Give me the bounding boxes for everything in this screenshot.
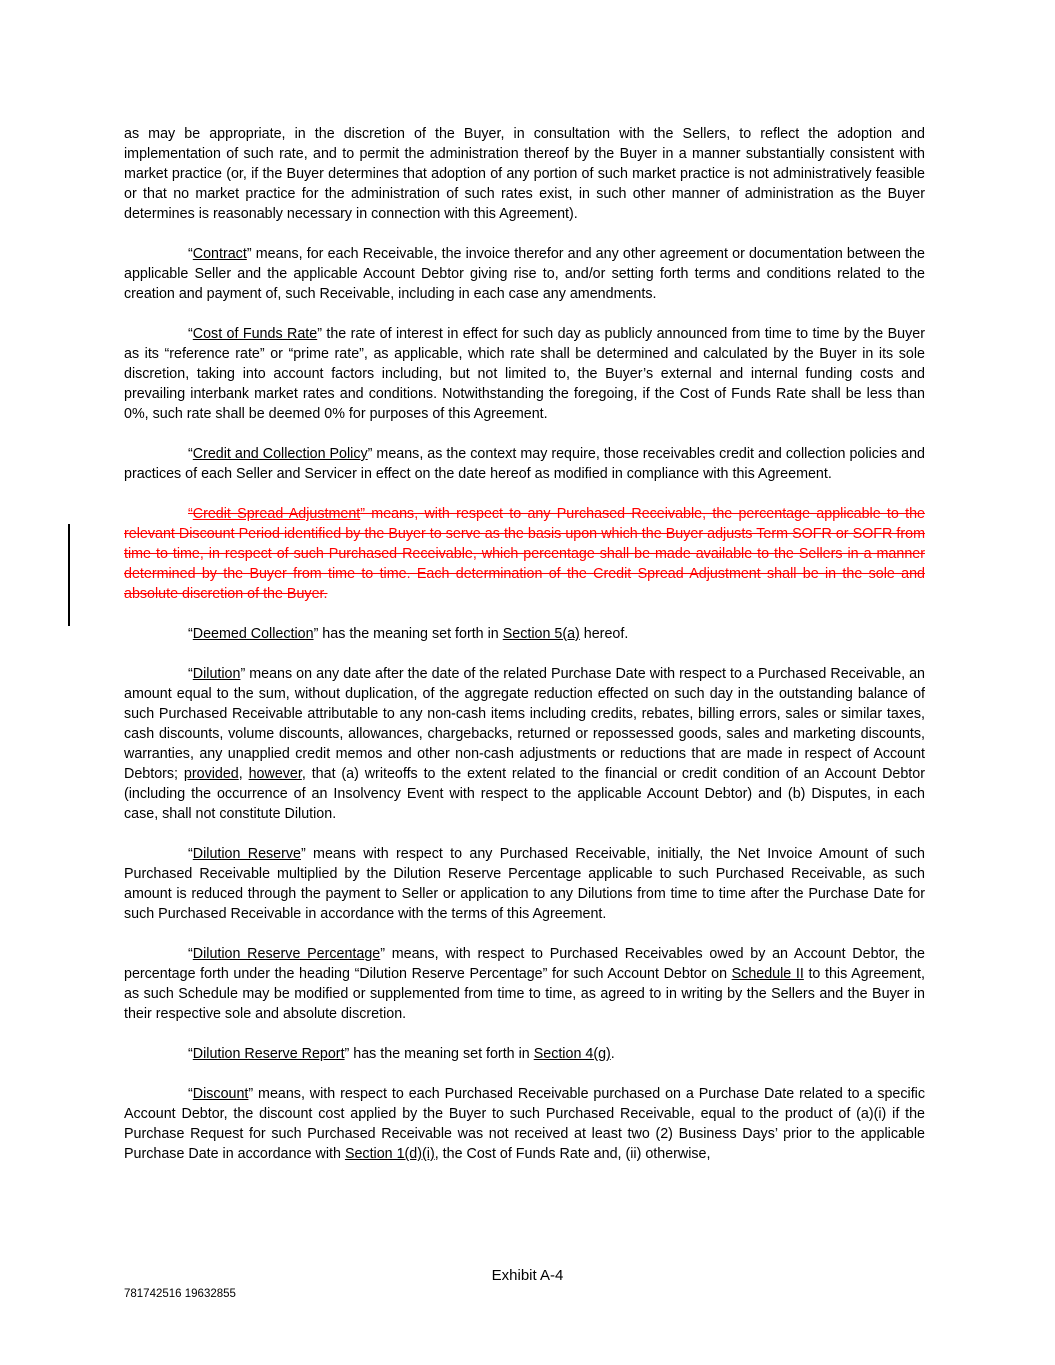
- defined-term: Dilution: [192, 666, 241, 682]
- defined-term: Cost of Funds Rate: [192, 326, 318, 342]
- defined-term: Deemed Collection: [192, 626, 314, 642]
- definition-credit-spread-adjustment-deleted: [124, 504, 925, 604]
- definition-text: means, with respect to any Purchased Receivable, the percentage applicable to the relevant Discount Period identified by the Buyer to serve as the basis upon which the Buyer adjusts Term SOFR or SOFR from time to time, in respect of such Purchased Receivable, which percentage shall be made available to the Sellers in a manner determined by the Buyer from time to time. Each determination of the Credit Spread Adjustment shall be in the sole and absolute discretion of the Buyer.: [124, 506, 925, 602]
- open-quote: “: [188, 506, 193, 522]
- intro-paragraph: as may be appropriate, in the discretion of the Buyer, in consultation with the Sellers, to reflect the adoption and implementation of such rate, and to permit the administration thereof by the Buyer in a manner substantially consistent with market practice (or, if the Buyer determines that adoption of any portion of such market practice is not administratively feasible or that no market practice for the administration of such rates exist, in such other manner of administration as the Buyer determines is reasonably necessary in connection with this Agreement).: [124, 126, 925, 222]
- definition-cost-of-funds-rate: [124, 324, 925, 424]
- definition-text: has the meaning set forth in: [318, 626, 503, 642]
- definition-text: means with respect to any Purchased Receivable, initially, the Net Invoice Amount of such Purchased Receivable multiplied by the Dilution Reserve Percentage applicable to such Purchased Receivable, as such amount is reduced through the payment to Seller or application to any Dilutions from time to time after the Purchase Date for such Purchased Receivable in accordance with the terms of this Agreement.: [124, 846, 925, 922]
- document-body: [124, 124, 925, 1184]
- definition-text-end: .: [610, 1046, 615, 1062]
- close-quote: ”: [248, 1086, 254, 1102]
- section-reference: Section 5(a): [502, 626, 580, 642]
- definition-text-end: to this Agreement, as such Schedule may be modified or supplemented from time to time, as agreed to in writing by the Sellers and the Buyer in their respective sole and absolute discretion.: [124, 966, 925, 1022]
- definition-text: means on any date after the date of the related Purchase Date with respect to a Purchased Receivable, an amount equal to the sum, without duplication, of the aggregate reduction effected on such day in the outstanding balance of such Purchased Receivable attributable to any non-cash items including credits, rebates, billing errors, sales or similar taxes, cash discounts, volume discounts, allowances, chargebacks, returned or repossessed goods, sales and marketing discounts, warranties, any unapplied credit memos and other non-cash adjustments or reductions that are made in respect of Account Debtors;: [124, 666, 925, 782]
- definition-discount: [124, 1084, 925, 1164]
- provided-word: provided: [183, 766, 239, 782]
- close-quote: ”: [300, 846, 306, 862]
- definition-dilution-reserve: [124, 844, 925, 924]
- definition-text-end: , that (a) writeoffs to the extent related to the financial or credit condition of an Account Debtor (including the occurrence of an Insolvency Event with respect to the applicable Account Debtor) and (b) Disputes, in each case, shall not constitute Dilution.: [124, 766, 925, 822]
- close-quote: ”: [317, 326, 322, 342]
- open-quote: “: [188, 666, 193, 682]
- open-quote: “: [188, 626, 193, 642]
- definition-text-end: , the Cost of Funds Rate and, (ii) otherwise,: [434, 1146, 711, 1162]
- defined-term: Dilution Reserve: [192, 846, 301, 862]
- definition-dilution-reserve-report: [124, 1044, 925, 1064]
- definition-text: the rate of interest in effect for such day as publicly announced from time to time by the Buyer as its “reference rate” or “prime rate”, as applicable, which rate shall be determined and calculated by the Buyer in its sole discretion, taking into account factors including, but not limited to, the Buyer’s external and internal funding costs and prevailing interbank market rates and conditions. Notwithstanding the foregoing, if the Cost of Funds Rate shall be less than 0%, such rate shall be deemed 0% for purposes of this Agreement.: [124, 326, 925, 422]
- open-quote: “: [188, 1086, 193, 1102]
- close-quote: ”: [367, 446, 373, 462]
- definition-contract: [124, 244, 925, 304]
- open-quote: “: [188, 246, 193, 262]
- defined-term: Dilution Reserve Percentage: [192, 946, 381, 962]
- defined-term: Credit and Collection Policy: [192, 446, 368, 462]
- close-quote: ”: [246, 246, 252, 262]
- definition-text: means, with respect to each Purchased Receivable purchased on a Purchase Date related to a specific Account Debtor, the discount cost applied by the Buyer to such Purchased Receivable, equal to the product of (a)(i) if the Purchase Request for such Purchased Receivable was not received at least two (2) Business Days’ prior to the applicable Purchase Date in accordance with: [124, 1086, 925, 1162]
- open-quote: “: [188, 1046, 193, 1062]
- footer-exhibit-label: Exhibit A-4: [491, 1267, 564, 1284]
- defined-term: Contract: [192, 246, 247, 262]
- open-quote: “: [188, 946, 193, 962]
- defined-term: Dilution Reserve Report: [192, 1046, 345, 1062]
- definition-text: means, as the context may require, those receivables credit and collection policies and practices of each Seller and Servicer in effect on the date hereof as modified in compliance with this Agreement.: [124, 446, 925, 482]
- section-reference: Section 1(d)(i): [344, 1146, 435, 1162]
- close-quote: ”: [313, 626, 319, 642]
- close-quote: ”: [240, 666, 246, 682]
- definition-credit-and-collection-policy: [124, 444, 925, 484]
- open-quote: “: [188, 326, 193, 342]
- defined-term: Credit Spread Adjustment: [192, 506, 361, 522]
- definition-text: means, for each Receivable, the invoice therefor and any other agreement or documentation between the applicable Seller and the applicable Account Debtor giving rise to, and/or setting forth terms and conditions related to the creation and payment of, such Receivable, including in each case any amendments.: [124, 246, 925, 302]
- defined-term: Discount: [192, 1086, 249, 1102]
- definition-dilution: [124, 664, 925, 824]
- definition-deemed-collection: [124, 624, 925, 644]
- comma: ,: [238, 766, 249, 782]
- open-quote: “: [188, 446, 193, 462]
- definition-text: means, with respect to Purchased Receivables owed by an Account Debtor, the percentage forth under the heading “Dilution Reserve Percentage” for such Account Debtor on: [124, 946, 925, 982]
- however-word: however: [248, 766, 302, 782]
- close-quote: ”: [344, 1046, 350, 1062]
- schedule-reference: Schedule II: [731, 966, 804, 982]
- definition-text: has the meaning set forth in: [349, 1046, 534, 1062]
- definition-text-end: hereof.: [579, 626, 629, 642]
- close-quote: ”: [380, 946, 386, 962]
- footer-document-id: 781742516 19632855: [124, 1288, 236, 1300]
- open-quote: “: [188, 846, 193, 862]
- revision-change-bar: [68, 524, 70, 626]
- close-quote: ”: [360, 506, 366, 522]
- definition-dilution-reserve-percentage: [124, 944, 925, 1024]
- section-reference: Section 4(g): [533, 1046, 611, 1062]
